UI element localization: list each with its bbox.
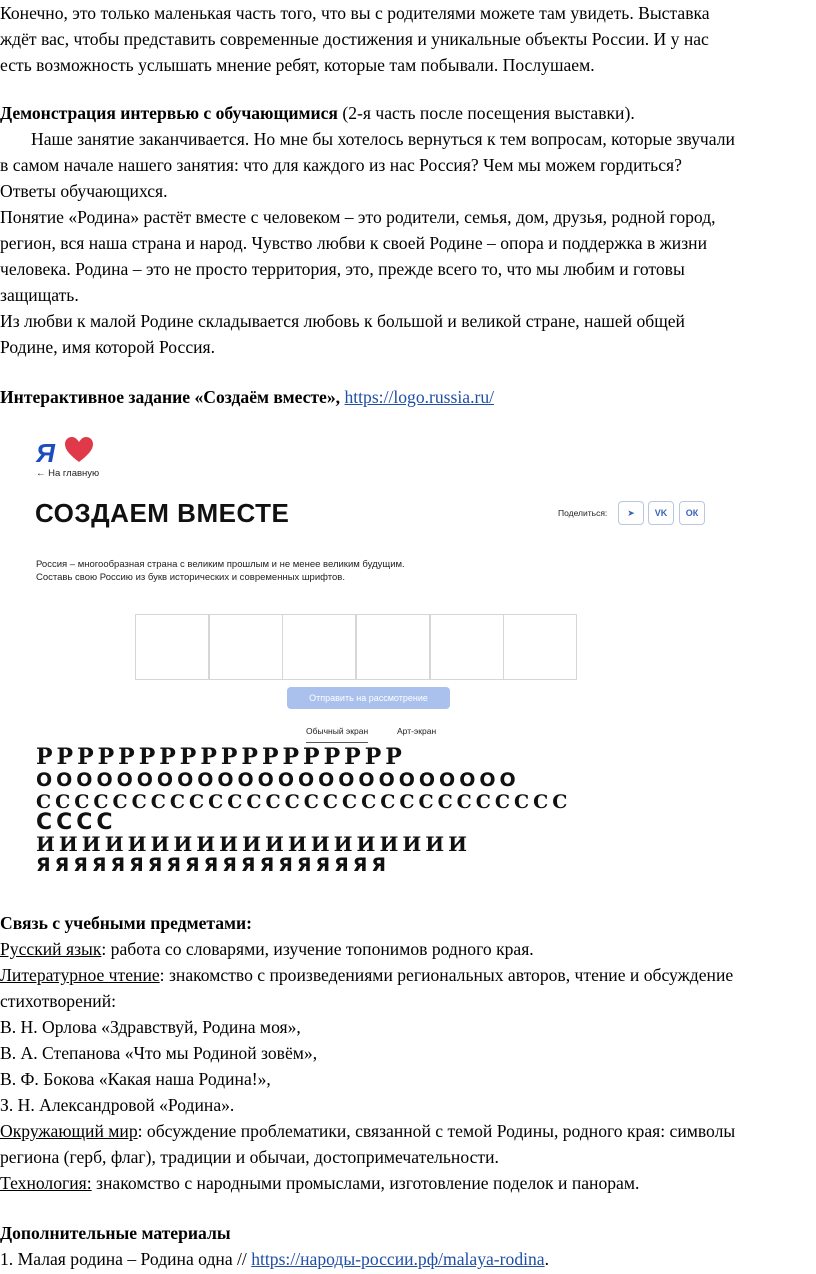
letter-row-s-extra[interactable]: СССС xyxy=(36,810,117,835)
share-label: Поделиться: xyxy=(558,508,608,518)
description-line: Россия – многообразная страна с великим прошлым и не менее великим будущим. xyxy=(36,559,405,570)
subject-name: Технология: xyxy=(0,1173,92,1193)
extra-material-text: 1. Малая родина – Родина одна // xyxy=(0,1249,252,1269)
subject-line xyxy=(0,962,816,988)
letter-row-ya[interactable]: ЯЯЯЯЯЯЯЯЯЯЯЯЯЯЯЯЯЯЯ xyxy=(36,854,390,876)
telegram-icon[interactable]: ➤ xyxy=(618,501,644,525)
paragraph-line: есть возможность услышать мнение ребят, которые там побывали. Послушаем. xyxy=(0,55,595,75)
back-to-home-link[interactable]: ← На главную xyxy=(36,468,100,479)
paragraph-line: Из любви к малой Родине складывается любовь к большой и великой стране, нашей общей xyxy=(0,311,685,331)
letter-slot[interactable] xyxy=(503,614,577,680)
paragraph-line: ждёт вас, чтобы представить современные достижения и уникальные объекты России. И у нас xyxy=(0,29,709,49)
letter-slot[interactable] xyxy=(209,614,283,680)
poem-line: З. Н. Александровой «Родина». xyxy=(0,1095,235,1115)
task-heading: Интерактивное задание «Создаём вместе» xyxy=(0,387,336,407)
paragraph-line: Конечно, это только маленькая часть того, что вы с родителями можете там увидеть. Выставка xyxy=(0,3,710,23)
extra-material-end: . xyxy=(544,1249,550,1269)
description-line: Составь свою Россию из букв исторических и современных шрифтов. xyxy=(36,572,345,583)
subject-name: Русский язык xyxy=(0,939,102,959)
subject-line-cont: стихотворений: xyxy=(0,991,117,1011)
tab-art-screen[interactable]: Арт-экран xyxy=(397,726,437,736)
paragraph-line: Понятие «Родина» растёт вместе с человеком – это родители, семья, дом, друзья, родной город, xyxy=(0,207,716,227)
extra-materials-heading: Дополнительные материалы xyxy=(0,1223,231,1243)
subject-name: Окружающий мир xyxy=(0,1121,138,1141)
heart-icon xyxy=(64,436,94,464)
subject-line xyxy=(0,1118,816,1144)
vk-icon[interactable]: VK xyxy=(648,501,674,525)
subject-description: : обсуждение проблематики, связанной с темой Родины, родного края: символы xyxy=(137,1121,736,1141)
paragraph-line: регион, вся наша страна и народ. Чувство любви к своей Родине – опора и поддержка в жизни xyxy=(0,233,707,253)
task-line xyxy=(0,384,816,410)
subject-description: : знакомство с произведениями региональных авторов, чтение и обсуждение xyxy=(159,965,734,985)
subject-description: : работа со словарями, изучение топонимов родного края. xyxy=(101,939,534,959)
page-title: СОЗДАЕМ ВМЕСТЕ xyxy=(35,498,290,528)
subjects-heading: Связь с учебными предметами: xyxy=(0,913,253,933)
letter-row-o[interactable]: ОООООООООООООООООООООООО xyxy=(36,769,520,791)
letter-row-r[interactable]: РРРРРРРРРРРРРРРРРР xyxy=(36,744,406,770)
subject-name: Литературное чтение xyxy=(0,965,160,985)
extra-material-item xyxy=(0,1246,816,1272)
letter-slot[interactable] xyxy=(135,614,209,680)
paragraph-line: человека. Родина – это не просто территория, это, прежде всего то, что мы любим и готовы xyxy=(0,259,685,279)
poem-line: В. Ф. Бокова «Какая наша Родина!», xyxy=(0,1069,271,1089)
letter-slot[interactable] xyxy=(356,614,430,680)
poem-line: В. А. Степанова «Что мы Родиной зовём», xyxy=(0,1043,318,1063)
paragraph-line: в самом начале нашего занятия: что для каждого из нас Россия? Чем мы можем гордиться? xyxy=(0,155,682,175)
interview-heading: Демонстрация интервью с обучающимися xyxy=(0,103,338,123)
letter-slot[interactable] xyxy=(430,614,504,680)
subject-line-cont: региона (герб, флаг), традиции и обычаи, достопримечательности. xyxy=(0,1147,499,1167)
subject-description: знакомство с народными промыслами, изготовление поделок и панорам. xyxy=(91,1173,640,1193)
paragraph-line: Ответы обучающихся. xyxy=(0,181,168,201)
logo-russia-link[interactable]: https://logo.russia.ru/ xyxy=(344,387,495,407)
send-for-review-button[interactable]: Отправить на рассмотрение xyxy=(287,687,450,709)
odnoklassniki-icon[interactable]: ОК xyxy=(679,501,705,525)
interview-note: (2-я часть после посещения выставки). xyxy=(337,103,635,123)
malaya-rodina-link[interactable]: https://народы-россии.рф/malaya-rodina xyxy=(251,1249,545,1269)
task-separator: , xyxy=(335,387,345,407)
poem-line: В. Н. Орлова «Здравствуй, Родина моя», xyxy=(0,1017,301,1037)
paragraph-line: защищать. xyxy=(0,285,79,305)
subject-line xyxy=(0,936,816,962)
ya-logo[interactable]: Я xyxy=(36,438,53,468)
embedded-screenshot xyxy=(0,422,816,892)
interview-line xyxy=(0,100,816,126)
letter-slot[interactable] xyxy=(282,614,356,680)
letter-row-s[interactable]: СССССССССССССССССССССССССССС xyxy=(36,791,572,813)
paragraph-line: Родине, имя которой Россия. xyxy=(0,337,216,357)
tab-normal-screen[interactable]: Обычный экран xyxy=(306,726,368,743)
subject-line xyxy=(0,1170,816,1196)
paragraph-line: Наше занятие заканчивается. Но мне бы хотелось вернуться к тем вопросам, которые звучали xyxy=(31,129,735,149)
letter-row-i[interactable]: ИИИИИИИИИИИИИИИИИИИ xyxy=(36,832,472,856)
